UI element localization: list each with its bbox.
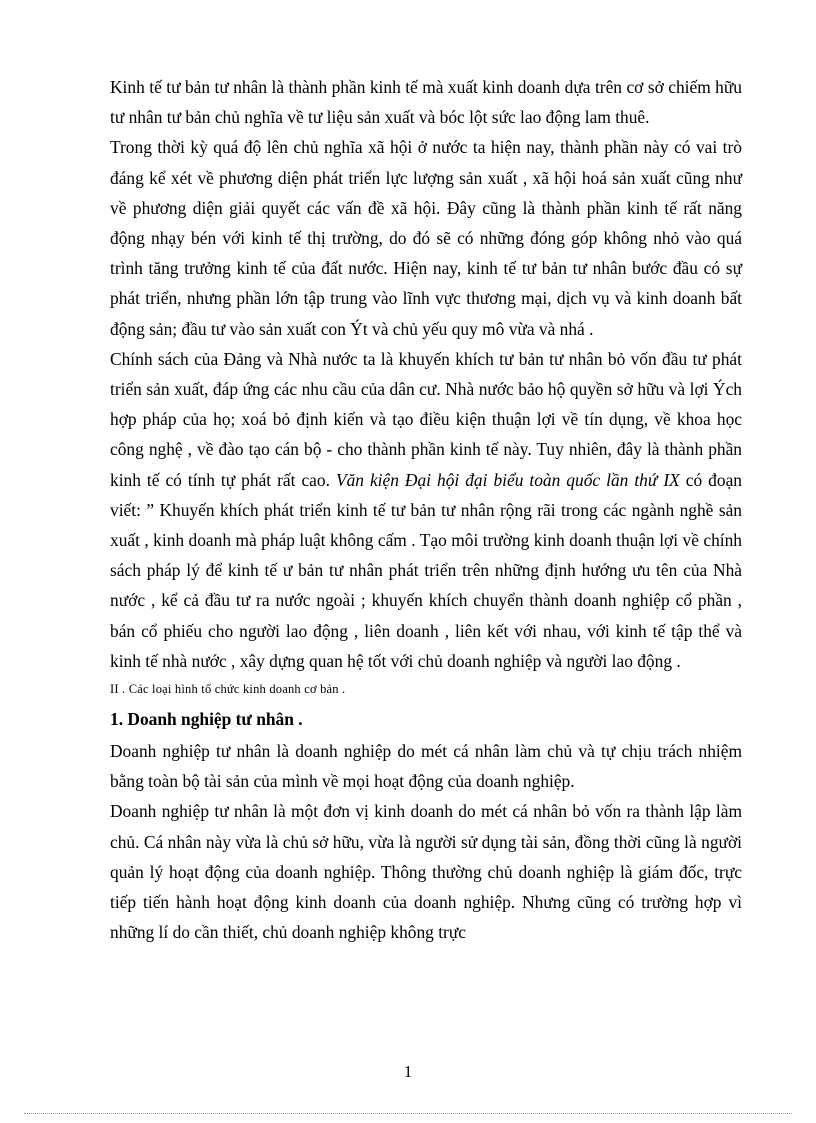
page-content — [110, 72, 742, 947]
section-heading: II . Các loại hình tổ chức kinh doanh cơ bản . — [110, 682, 346, 697]
paragraph-private-enterprise-definition: Doanh nghiệp tư nhân là doanh nghiệp do mét cá nhân làm chủ và tự chịu trách nhiệm bằng toàn bộ tài sản của mình về mọi hoạt động của doanh nghiệp. — [110, 741, 742, 792]
paragraph-private-capitalism: Kinh tế tư bản tư nhân là thành phần kinh tế mà xuất kinh doanh dựa trên cơ sở chiếm hữu tư nhân tư bản chủ nghĩa về tư liệu sản xuất và bóc lột sức lao động lam thuê. — [110, 77, 742, 128]
page-number: 1 — [403, 1062, 413, 1081]
subsection-title: 1. Doanh nghiệp tư nhân . — [110, 709, 303, 730]
policy-text-after-citation: có đoạn viết: ” Khuyến khích phát triển kinh tế tư bản tư nhân rộng rãi trong các ngành nghề sản xuất , kinh doanh mà pháp luật không cấm . Tạo môi trường kinh doanh thuận lợi về chính sách pháp lý để kinh tế ư bản tư nhân phát triển trên những định hướng ưu tên của Nhà nước , kể cả đầu tư ra nước ngoài ; khuyến khích chuyển thành doanh nghiệp cổ phần , bán cổ phiếu cho người lao động , liên doanh , liên kết với nhau, với kinh tế tập thể và kinh tế nhà nước , xây dựng quan hệ tốt với chủ doanh nghiệp và người lao động . — [110, 469, 742, 671]
page-bottom-divider — [24, 1113, 792, 1114]
citation-document-title: Văn kiện Đại hội đại biểu toàn quốc lần thứ IX — [335, 469, 680, 490]
paragraph-transition-period: Trong thời kỳ quá độ lên chủ nghĩa xã hội ở nước ta hiện nay, thành phần này có vai trò đáng kể xét về phương diện phát triển lực lượng sản xuất , xã hội hoá sản xuất cũng như về phương diện giải quyết các vấn đề xã hội. Đây cũng là thành phần kinh tế rất năng động nhạy bén với kinh tế thị trường, do đó sẽ có những đóng góp không nhỏ vào quá trình tăng trưởng kinh tế của đất nước. Hiện nay, kinh tế tư bản tư nhân bước đầu có sự phát triển, nhưng phần lớn tập trung vào lĩnh vực thương mại, dịch vụ và kinh doanh bất động sản; đầu tư vào sản xuất con Ýt và chủ yếu quy mô vừa và nhá . — [110, 137, 742, 339]
paragraph-party-policy — [110, 344, 742, 676]
paragraph-private-enterprise-details: Doanh nghiệp tư nhân là một đơn vị kinh doanh do mét cá nhân bỏ vốn ra thành lập làm chủ. Cá nhân này vừa là chủ sở hữu, vừa là người sử dụng tài sản, đồng thời cũng là người quản lý hoạt động của doanh nghiệp. Thông thường chủ doanh nghiệp là giám đốc, trực tiếp tiến hành hoạt động kinh doanh của doanh nghiệp. Nhưng cũng có trường hợp vì những lí do cần thiết, chủ doanh nghiệp không trực — [110, 801, 742, 943]
policy-text-before-citation: Chính sách của Đảng và Nhà nước ta là khuyến khích tư bản tư nhân bỏ vốn đầu tư phát triển sản xuất, đáp ứng các nhu cầu của dân cư. Nhà nước bảo hộ quyền sở hữu và lợi Ých hợp pháp của họ; xoá bỏ định kiến và tạo điều kiện thuận lợi về tín dụng, về khoa học công nghệ , về đào tạo cán bộ - cho thành phần kinh tế này. Tuy nhiên, đây là thành phần kinh tế có tính tự phát rất cao. — [110, 348, 742, 490]
